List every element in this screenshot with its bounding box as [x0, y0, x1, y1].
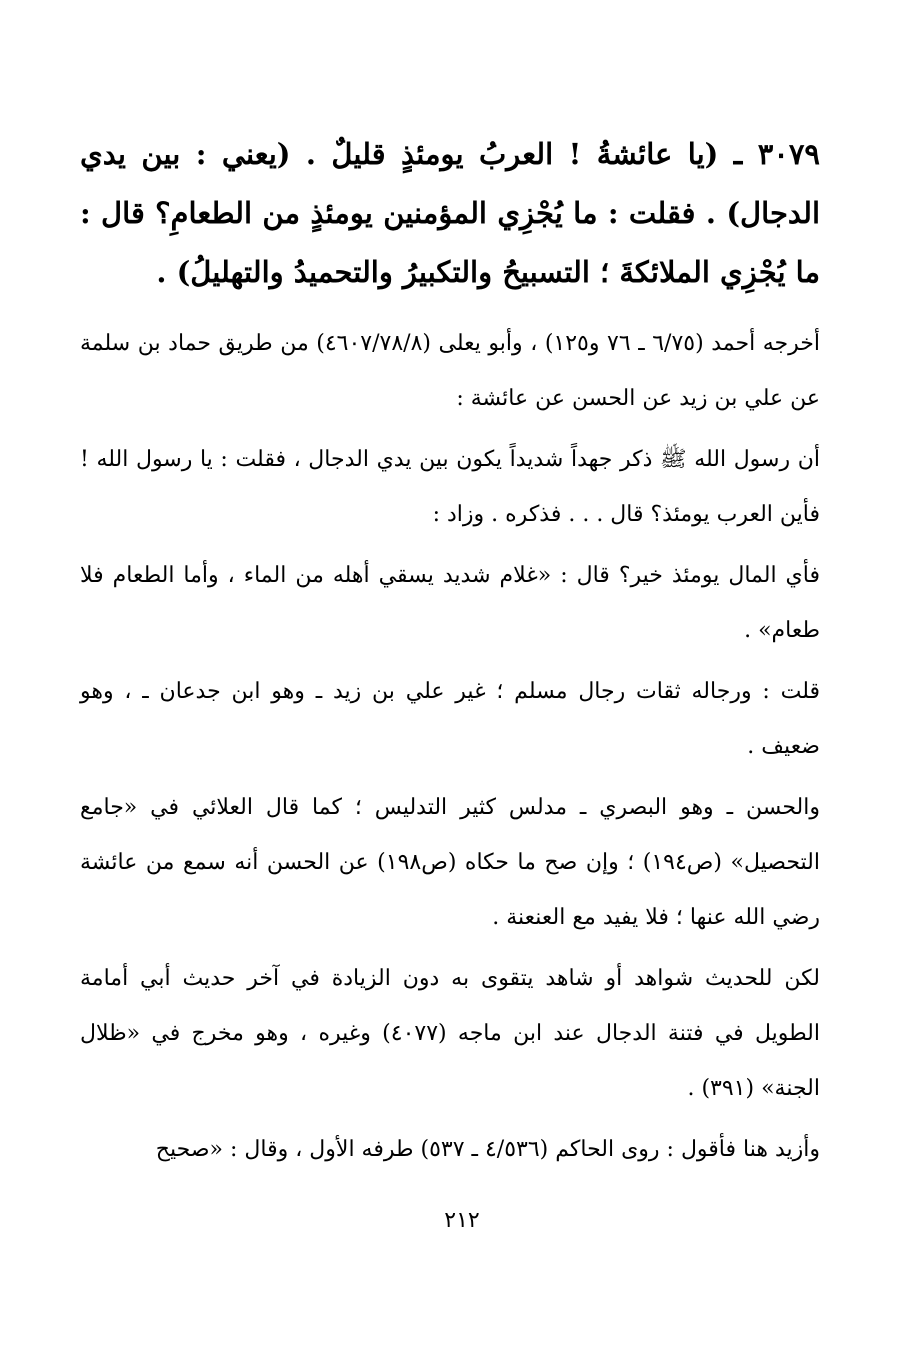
page-body [80, 125, 820, 1183]
paragraph-shawahid: لكن للحديث شواهد أو شاهد يتقوى به دون الزيادة في آخر حديث أبي أمامة الطويل في فتنة الدجال عند ابن ماجه (٤٠٧٧) وغيره ، وهو مخرج في «ظلال الجنة» (٣٩١) . [80, 966, 820, 1101]
hadith-text: ٣٠٧٩ ـ (يا عائشةُ ! العربُ يومئذٍ قليلٌ . (يعني : بين يدي الدجال) . فقلت : ما يُجْزِي المؤمنين يومئذٍ من الطعامِ؟ قال : ما يُجْزِي الملائكةَ ؛ التسبيحُ والتكبيرُ والتحميدُ والتهليلُ) . [80, 137, 820, 289]
paragraph-takhrij: أخرجه أحمد (٦/٧٥ ـ ٧٦ و١٢٥) ، وأبو يعلى (٤٦٠٧/٧٨/٨) من طريق حماد بن سلمة عن علي بن زيد عن الحسن عن عائشة : [80, 331, 820, 411]
paragraph-narrators: قلت : ورجاله ثقات رجال مسلم ؛ غير علي بن زيد ـ وهو ابن جدعان ـ ، وهو ضعيف . [80, 679, 820, 759]
paragraph-hakim: وأزيد هنا فأقول : روى الحاكم (٤/٥٣٦ ـ ٥٣٧) طرفه الأول ، وقال : «صحيح [155, 1137, 820, 1162]
paragraph-narration: أن رسول الله ﷺ ذكر جهداً شديداً يكون بين يدي الدجال ، فقلت : يا رسول الله ! فأين العرب يومئذ؟ قال . . . فذكره . وزاد : [80, 447, 820, 527]
paragraph-hasan: والحسن ـ وهو البصري ـ مدلس كثير التدليس ؛ كما قال العلائي في «جامع التحصيل» (ص١٩٤) ؛ وإن صح ما حكاه (ص١٩٨) عن الحسن أنه سمع من عائشة رضي الله عنها ؛ فلا يفيد مع العنعنة . [80, 795, 820, 930]
paragraph-addition: فأي المال يومئذ خير؟ قال : «غلام شديد يسقي أهله من الماء ، وأما الطعام فلا طعام» . [80, 563, 820, 643]
page-number: ٢١٢ [444, 1208, 480, 1233]
